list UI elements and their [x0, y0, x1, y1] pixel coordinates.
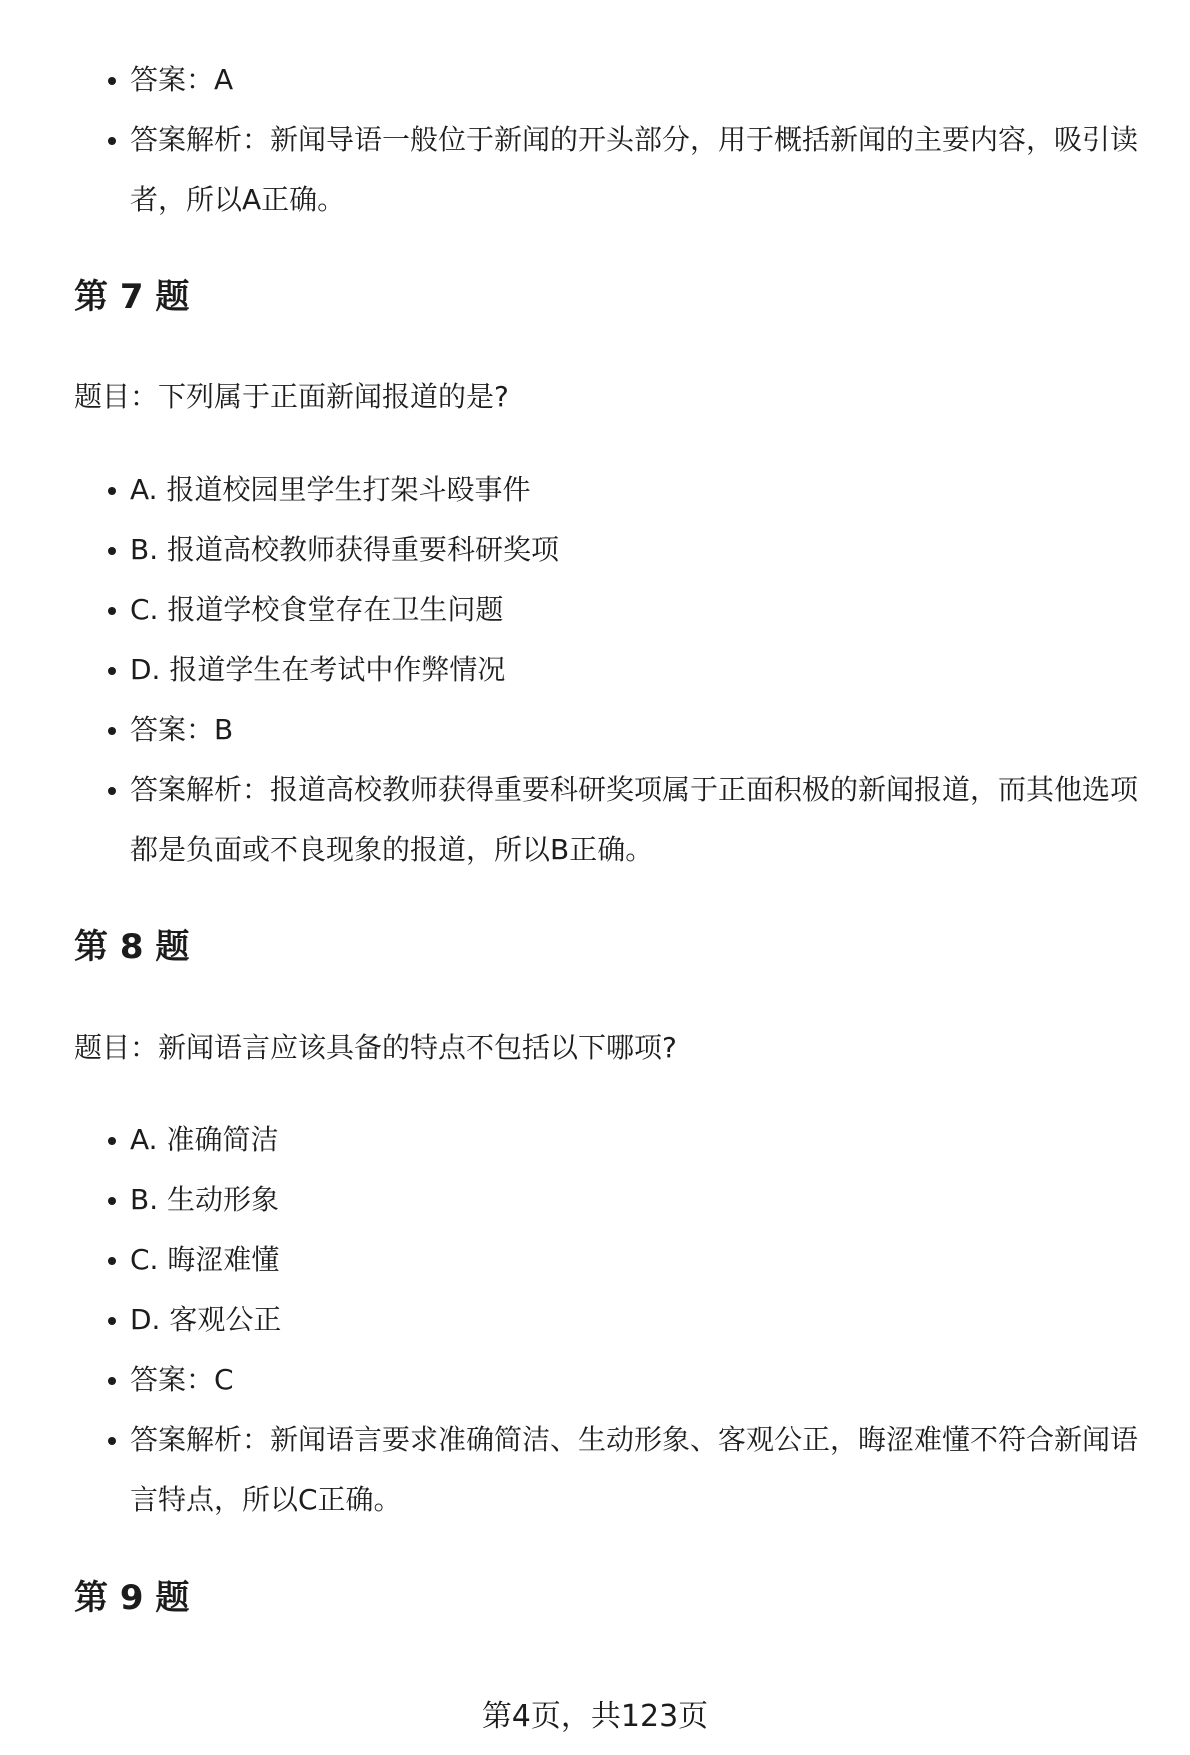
q8-heading: 第 8 题	[74, 927, 190, 967]
q7-question: 题目：下列属于正面新闻报道的是?	[74, 380, 509, 413]
q6-explanation: 答案解析：新闻导语一般位于新闻的开头部分，用于概括新闻的主要内容，吸引读者，所以A正确。	[74, 110, 1164, 230]
q7-option-c: C. 报道学校食堂存在卫生问题	[74, 580, 1164, 640]
q8-option-b: B. 生动形象	[74, 1170, 1164, 1230]
q7-option-b: B. 报道高校教师获得重要科研奖项	[74, 520, 1164, 580]
q8-option-d: D. 客观公正	[74, 1290, 1164, 1350]
q8-options-list	[74, 1110, 1164, 1530]
q6-answer: 答案：A	[74, 50, 1164, 110]
q8-option-c: C. 晦涩难懂	[74, 1230, 1164, 1290]
q8-question: 题目：新闻语言应该具备的特点不包括以下哪项?	[74, 1031, 677, 1064]
q7-option-d: D. 报道学生在考试中作弊情况	[74, 640, 1164, 700]
q8-option-a: A. 准确简洁	[74, 1110, 1164, 1170]
q9-heading: 第 9 题	[74, 1578, 190, 1618]
q7-heading: 第 7 题	[74, 277, 190, 317]
q7-option-a: A. 报道校园里学生打架斗殴事件	[74, 460, 1164, 520]
q7-options-list	[74, 460, 1164, 880]
q7-explanation: 答案解析：报道高校教师获得重要科研奖项属于正面积极的新闻报道，而其他选项都是负面或不良现象的报道，所以B正确。	[74, 760, 1164, 880]
q8-answer: 答案：C	[74, 1350, 1164, 1410]
q7-answer: 答案：B	[74, 700, 1164, 760]
q8-explanation: 答案解析：新闻语言要求准确简洁、生动形象、客观公正，晦涩难懂不符合新闻语言特点，所以C正确。	[74, 1410, 1164, 1530]
page-footer: 第4页，共123页	[481, 1699, 709, 1734]
q6-answer-list	[74, 50, 1164, 230]
